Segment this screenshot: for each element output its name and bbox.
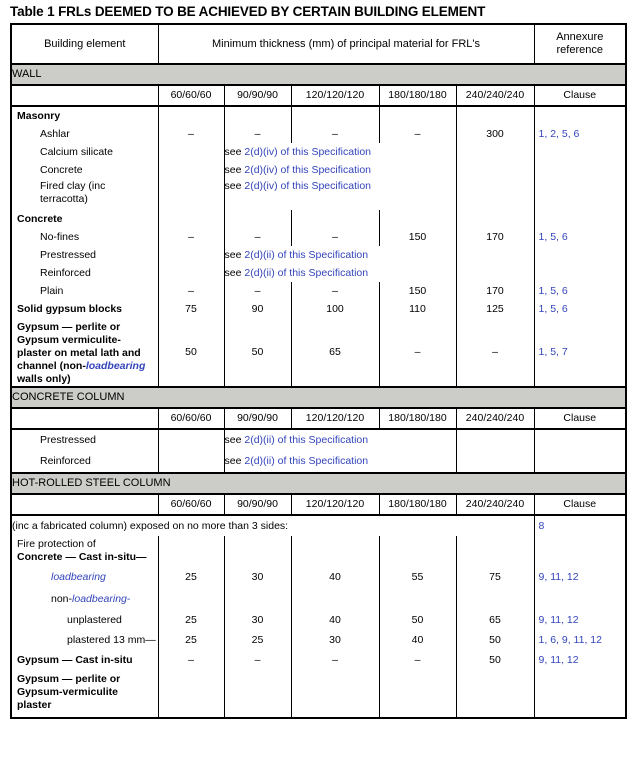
spec-tail: of this Specification — [280, 145, 371, 158]
spec-see: see — [224, 145, 242, 158]
cell-60 — [158, 670, 224, 718]
subheader-frl-180: 180/180/180 — [379, 85, 456, 106]
row-label-fire-protection-concrete — [11, 536, 158, 566]
cell-120: 40 — [291, 566, 379, 588]
row-label-calcium-silicate — [11, 143, 158, 161]
label-text-line1: Gypsum — perlite or — [17, 673, 121, 685]
cell-120: 100 — [291, 300, 379, 318]
row-label-reinforced-cc — [11, 451, 158, 473]
cell-annexure — [534, 536, 626, 566]
cell-90: 30 — [224, 610, 291, 630]
cell-annexure: 8 — [534, 515, 626, 536]
cell-120: – — [291, 125, 379, 143]
header-annexure-line1: Annexure — [556, 31, 604, 43]
cell-240: 75 — [456, 566, 534, 588]
table-row — [11, 143, 626, 161]
table-row — [11, 630, 626, 650]
row-label-reinforced-wall — [11, 264, 158, 282]
cell-120: 30 — [291, 630, 379, 650]
subheader-blank-cc — [11, 408, 158, 429]
cell-90 — [224, 588, 291, 610]
subheader-frl-60: 60/60/60 — [158, 85, 224, 106]
cell-240 — [456, 161, 534, 179]
table-row — [11, 566, 626, 588]
spec-tail: of this Specification — [280, 180, 371, 192]
cell-90 — [224, 210, 291, 228]
cell-180: 150 — [379, 282, 456, 300]
table-row — [11, 210, 626, 228]
cell-240 — [456, 143, 534, 161]
row-label-masonry — [11, 106, 158, 125]
cell-annexure — [534, 179, 626, 210]
label-text-loadbearing: loadbearing — [85, 360, 146, 372]
cell-annexure: 1, 6, 9, 11, 12 — [534, 630, 626, 650]
cell-60 — [158, 246, 224, 264]
label-text-line4a: channel (non- — [17, 360, 86, 372]
cell-90 — [224, 106, 291, 125]
table-row — [11, 670, 626, 718]
cell-60: 50 — [158, 318, 224, 387]
spec-tail: of this Specification — [280, 163, 371, 176]
cell-240: 125 — [456, 300, 534, 318]
row-label-gypsum-cast-in-situ — [11, 650, 158, 670]
cell-120: – — [291, 228, 379, 246]
cell-120: – — [291, 650, 379, 670]
frl-table — [10, 23, 627, 719]
label-text-line5: walls only) — [17, 373, 71, 385]
table-row — [11, 451, 626, 473]
spec-clause: 2(d)(ii) — [244, 248, 275, 261]
subheader-frl-90: 90/90/90 — [224, 494, 291, 515]
spec-see: see — [224, 180, 242, 192]
row-label-solid-gypsum-blocks — [11, 300, 158, 318]
cell-annexure — [534, 264, 626, 282]
label-text: Fired clay (inc — [40, 180, 106, 192]
cell-60 — [158, 451, 224, 473]
header-building-element: Building element — [11, 24, 158, 64]
cell-60 — [158, 536, 224, 566]
cell-60: 25 — [158, 566, 224, 588]
cell-60 — [158, 588, 224, 610]
table-row — [11, 282, 626, 300]
table-row — [11, 536, 626, 566]
cell-240 — [456, 179, 534, 210]
table-row — [11, 318, 626, 387]
cell-240 — [456, 451, 534, 473]
cell-180 — [379, 210, 456, 228]
table-row — [11, 179, 626, 210]
row-label-plain — [11, 282, 158, 300]
header-annexure-line2: reference — [556, 44, 603, 56]
label-text: Plain — [40, 284, 64, 297]
spec-see: see — [224, 163, 242, 176]
cell-180 — [379, 536, 456, 566]
cell-annexure — [534, 451, 626, 473]
subheader-blank-hrsc — [11, 494, 158, 515]
subheader-frl-120: 120/120/120 — [291, 408, 379, 429]
subheader-clause-wall: Clause — [534, 85, 626, 106]
label-text: unplastered — [67, 613, 122, 626]
table-row — [11, 246, 626, 264]
cell-90: – — [224, 125, 291, 143]
spec-see: see — [224, 434, 242, 446]
section-band-hot-rolled-steel-column — [11, 473, 626, 494]
cell-annexure — [534, 246, 626, 264]
table-row — [11, 125, 626, 143]
label-text-line2: Gypsum-vermiculite — [17, 686, 118, 698]
cell-90: 30 — [224, 566, 291, 588]
label-prefix: non- — [51, 592, 73, 605]
cell-spec-reference — [224, 179, 456, 210]
cell-90: 50 — [224, 318, 291, 387]
subheader-clause-hrsc: Clause — [534, 494, 626, 515]
label-text: Gypsum — Cast in-situ — [17, 653, 133, 666]
cell-240: 50 — [456, 650, 534, 670]
header-annexure-reference — [534, 24, 626, 64]
cell-120 — [291, 670, 379, 718]
cell-240 — [456, 429, 534, 451]
label-text: Prestressed — [40, 434, 97, 446]
label-loadbearing: loadbearing — [72, 592, 127, 605]
cell-60: – — [158, 282, 224, 300]
cell-240 — [456, 106, 534, 125]
cell-60 — [158, 161, 224, 179]
subheader-frl-90: 90/90/90 — [224, 85, 291, 106]
table-row — [11, 161, 626, 179]
cell-120 — [291, 210, 379, 228]
cell-90: – — [224, 650, 291, 670]
label-text: Calcium silicate — [40, 145, 113, 158]
row-label-concrete-masonry — [11, 161, 158, 179]
cell-240: 170 — [456, 228, 534, 246]
table-row — [11, 300, 626, 318]
label-text: Concrete — [40, 163, 83, 176]
table-row — [11, 429, 626, 451]
cell-spec-reference — [224, 161, 456, 179]
cell-180: 40 — [379, 630, 456, 650]
cell-240: 300 — [456, 125, 534, 143]
spec-clause: 2(d)(iv) — [244, 145, 278, 158]
cell-spec-reference — [224, 246, 456, 264]
cell-spec-reference — [224, 264, 456, 282]
cell-240 — [456, 536, 534, 566]
row-label-prestressed-cc — [11, 429, 158, 451]
cell-annexure — [534, 106, 626, 125]
subheader-frl-180: 180/180/180 — [379, 494, 456, 515]
frl-subheader-concrete-column — [11, 408, 626, 429]
table-row — [11, 650, 626, 670]
cell-180: – — [379, 125, 456, 143]
spec-tail: of this Specification — [277, 434, 369, 446]
label-text-line2: Gypsum vermiculite- — [17, 334, 121, 346]
cell-60 — [158, 429, 224, 451]
label-text: loadbearing — [51, 570, 106, 583]
row-label-prestressed-wall — [11, 246, 158, 264]
table-row — [11, 106, 626, 125]
subheader-frl-60: 60/60/60 — [158, 408, 224, 429]
cell-120 — [291, 106, 379, 125]
label-text-line3: plaster — [17, 699, 52, 711]
cell-annexure — [534, 429, 626, 451]
row-label-ashlar — [11, 125, 158, 143]
section-band-wall-label: WALL — [11, 64, 626, 85]
cell-240: 65 — [456, 610, 534, 630]
cell-90 — [224, 536, 291, 566]
label-text-line1: Fire protection of — [17, 538, 96, 550]
label-text: plastered 13 mm— — [67, 633, 156, 646]
spec-clause: 2(d)(ii) — [244, 455, 275, 467]
cell-90 — [224, 670, 291, 718]
cell-180 — [379, 670, 456, 718]
label-text: Prestressed — [40, 248, 97, 261]
cell-60: – — [158, 650, 224, 670]
cell-180 — [379, 588, 456, 610]
cell-90: 25 — [224, 630, 291, 650]
subheader-frl-180: 180/180/180 — [379, 408, 456, 429]
cell-60: – — [158, 125, 224, 143]
cell-annexure — [534, 670, 626, 718]
cell-180: 55 — [379, 566, 456, 588]
spec-clause: 2(d)(ii) — [244, 434, 275, 446]
spec-tail: of this Specification — [277, 248, 369, 261]
label-text: Solid gypsum blocks — [17, 302, 123, 315]
cell-annexure: 9, 11, 12 — [534, 650, 626, 670]
table-row-note — [11, 515, 626, 536]
subheader-frl-120: 120/120/120 — [291, 494, 379, 515]
cell-180: – — [379, 650, 456, 670]
page-title: Table 1 FRLs DEEMED TO BE ACHIEVED BY CERTAIN BUILDING ELEMENT — [10, 4, 486, 19]
label-text-line3: plaster on metal lath and — [17, 347, 141, 359]
cell-annexure: 1, 5, 6 — [534, 300, 626, 318]
cell-240 — [456, 588, 534, 610]
cell-60: – — [158, 228, 224, 246]
row-label-plastered-13mm — [11, 630, 158, 650]
cell-240 — [456, 670, 534, 718]
cell-60: 25 — [158, 610, 224, 630]
cell-120: 65 — [291, 318, 379, 387]
spec-see: see — [224, 455, 242, 467]
cell-120: 40 — [291, 610, 379, 630]
cell-60 — [158, 179, 224, 210]
table-row — [11, 264, 626, 282]
cell-annexure: 1, 5, 7 — [534, 318, 626, 387]
spec-clause: 2(d)(iv) — [244, 180, 278, 192]
cell-180: 150 — [379, 228, 456, 246]
cell-120: – — [291, 282, 379, 300]
label-text: Reinforced — [40, 455, 91, 467]
label-text-line4 — [17, 360, 158, 373]
subheader-blank-wall — [11, 85, 158, 106]
note-fabricated-column: (inc a fabricated column) exposed on no more than 3 sides: — [11, 515, 534, 536]
frl-subheader-hrsc — [11, 494, 626, 515]
subheader-frl-60: 60/60/60 — [158, 494, 224, 515]
cell-60: 75 — [158, 300, 224, 318]
cell-spec-reference — [224, 429, 456, 451]
table-row — [11, 588, 626, 610]
cell-240: 170 — [456, 282, 534, 300]
cell-annexure: 1, 5, 6 — [534, 282, 626, 300]
spec-clause: 2(d)(ii) — [244, 266, 275, 279]
spec-clause: 2(d)(iv) — [244, 163, 278, 176]
section-band-hrsc-label: HOT-ROLLED STEEL COLUMN — [11, 473, 626, 494]
header-minimum-thickness: Minimum thickness (mm) of principal material for FRL's — [158, 24, 534, 64]
cell-180: – — [379, 318, 456, 387]
label-text: Concrete — [17, 212, 63, 225]
cell-annexure — [534, 143, 626, 161]
cell-spec-reference — [224, 143, 456, 161]
label-suffix: - — [126, 592, 131, 605]
cell-annexure: 1, 2, 5, 6 — [534, 125, 626, 143]
cell-60 — [158, 264, 224, 282]
cell-90: 90 — [224, 300, 291, 318]
spec-see: see — [224, 248, 242, 261]
section-band-concrete-column-label: CONCRETE COLUMN — [11, 387, 626, 408]
subheader-frl-240: 240/240/240 — [456, 85, 534, 106]
cell-90: – — [224, 228, 291, 246]
cell-annexure: 9, 11, 12 — [534, 566, 626, 588]
cell-240 — [456, 246, 534, 264]
row-label-no-fines — [11, 228, 158, 246]
subheader-frl-120: 120/120/120 — [291, 85, 379, 106]
cell-120 — [291, 536, 379, 566]
cell-spec-reference — [224, 451, 456, 473]
subheader-frl-240: 240/240/240 — [456, 494, 534, 515]
label-text: Reinforced — [40, 266, 91, 279]
section-band-wall — [11, 64, 626, 85]
spec-tail: of this Specification — [277, 266, 369, 279]
label-text — [17, 593, 158, 606]
cell-180: 110 — [379, 300, 456, 318]
subheader-clause-cc: Clause — [534, 408, 626, 429]
cell-annexure — [534, 161, 626, 179]
label-text-line2: Concrete — Cast in-situ— — [17, 551, 147, 563]
spec-see: see — [224, 266, 242, 279]
label-text: Ashlar — [40, 127, 70, 140]
cell-180: 50 — [379, 610, 456, 630]
section-band-concrete-column — [11, 387, 626, 408]
cell-60 — [158, 143, 224, 161]
frl-subheader-wall — [11, 85, 626, 106]
label-text-line1: Gypsum — perlite or — [17, 321, 121, 333]
label-text: Masonry — [17, 109, 61, 122]
cell-240: – — [456, 318, 534, 387]
cell-60: 25 — [158, 630, 224, 650]
cell-60 — [158, 210, 224, 228]
label-text-line2: terracotta) — [40, 193, 88, 205]
cell-180 — [379, 106, 456, 125]
spec-tail: of this Specification — [277, 455, 369, 467]
cell-annexure: 1, 5, 6 — [534, 228, 626, 246]
cell-annexure — [534, 588, 626, 610]
row-label-non-loadbearing — [11, 588, 158, 610]
label-text: No-fines — [40, 230, 80, 243]
cell-annexure — [534, 210, 626, 228]
row-label-fired-clay — [11, 179, 158, 210]
row-label-unplastered — [11, 610, 158, 630]
table-row — [11, 228, 626, 246]
cell-240 — [456, 264, 534, 282]
table-row — [11, 610, 626, 630]
cell-annexure: 9, 11, 12 — [534, 610, 626, 630]
table-header-row — [11, 24, 626, 64]
row-label-concrete-group — [11, 210, 158, 228]
row-label-gypsum-perlite-wall — [11, 318, 158, 387]
cell-240 — [456, 210, 534, 228]
cell-120 — [291, 588, 379, 610]
subheader-frl-240: 240/240/240 — [456, 408, 534, 429]
subheader-frl-90: 90/90/90 — [224, 408, 291, 429]
cell-240: 50 — [456, 630, 534, 650]
row-label-loadbearing — [11, 566, 158, 588]
row-label-gypsum-perlite-column — [11, 670, 158, 718]
cell-90: – — [224, 282, 291, 300]
cell-60 — [158, 106, 224, 125]
